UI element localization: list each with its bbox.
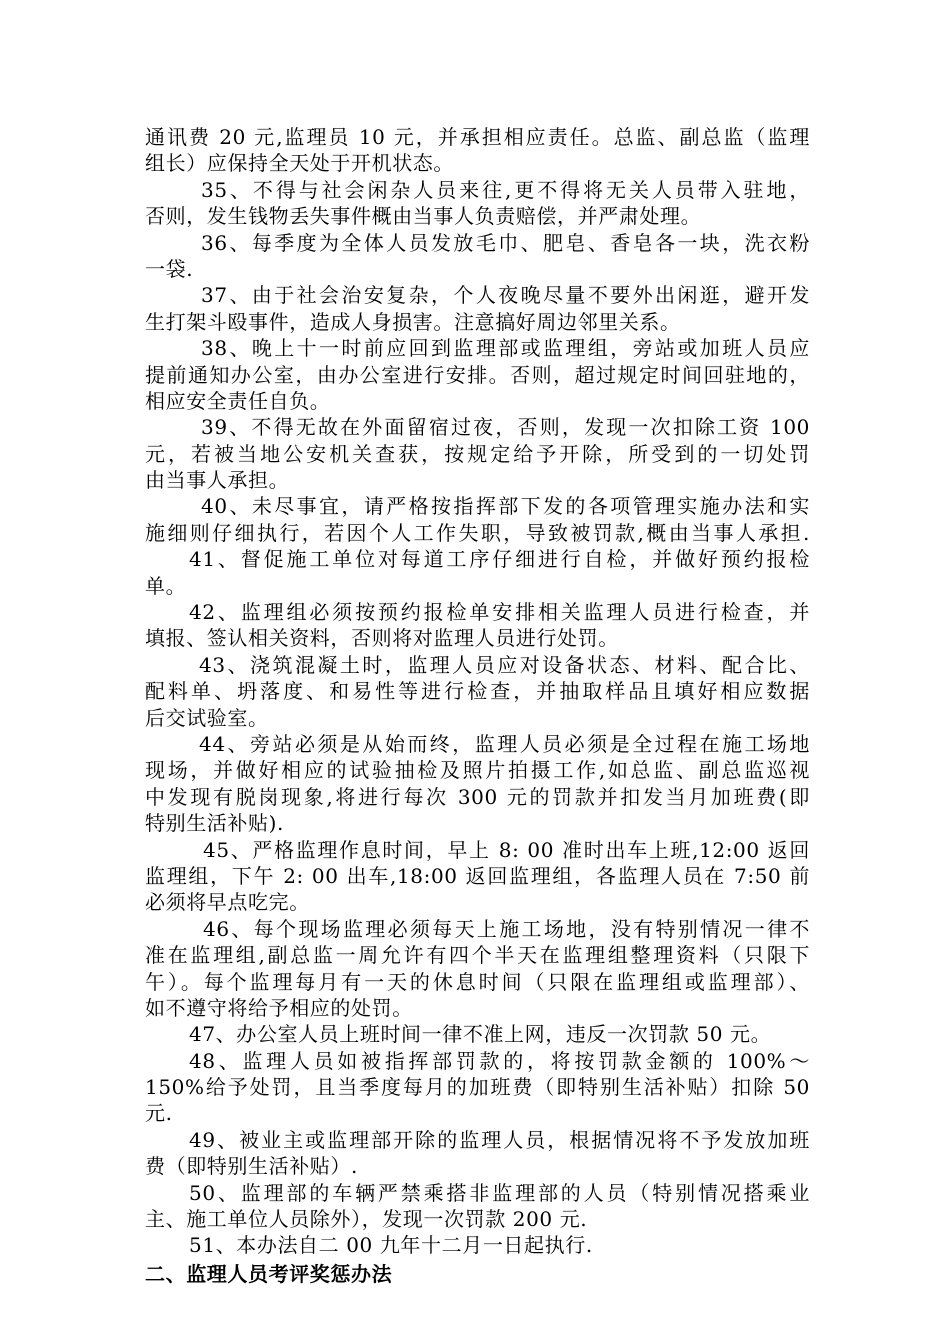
paragraph-line: 51、本办法自二 00 九年十二月一日起执行. — [189, 1233, 593, 1258]
paragraph-line: 150%给予处罚，且当季度每月的加班费（即特别生活补贴）扣除 50 — [145, 1075, 810, 1100]
paragraph-line: 相应安全责任自负。 — [145, 388, 331, 413]
paragraph-line: 39、不得无故在外面留宿过夜，否则，发现一次扣除工资 100 — [201, 415, 810, 440]
paragraph-line: 41、督促施工单位对每道工序仔细进行自检，并做好预约报检 — [189, 547, 810, 572]
paragraph-line: 由当事人承担。 — [145, 468, 290, 493]
paragraph-line: 否则，发生钱物丢失事件概由当事人负责赔偿，并严肃处理。 — [145, 204, 702, 229]
paragraph-line: 一袋. — [145, 256, 194, 281]
paragraph-line: 46、每个现场监理必须每天上施工场地，没有特别情况一律不 — [203, 916, 810, 941]
document-page — [145, 124, 810, 1287]
paragraph-line: 现场，并做好相应的试验抽检及照片拍摄工作,如总监、副总监巡视 — [145, 758, 810, 783]
paragraph-line: 必须将早点吃完。 — [145, 890, 310, 915]
paragraph-line: 元，若被当地公安机关查获，按规定给予开除，所受到的一切处罚 — [145, 441, 810, 466]
paragraph-line: 40、未尽事宜，请严格按指挥部下发的各项管理实施办法和实 — [201, 494, 810, 519]
paragraph-line: 48、监理人员如被指挥部罚款的，将按罚款金额的 100%～ — [189, 1048, 810, 1073]
paragraph-line: 49、被业主或监理部开除的监理人员，根据情况将不予发放加班 — [189, 1127, 810, 1152]
paragraph-line: 组长）应保持全天处于开机状态。 — [145, 151, 454, 176]
paragraph-line: 47、办公室人员上班时间一律不准上网，违反一次罚款 50 元。 — [189, 1022, 772, 1047]
paragraph-line: 提前通知办公室，由办公室进行安排。否则，超过规定时间回驻地的， — [145, 362, 810, 387]
paragraph-line: 监理组，下午 2: 00 出车,18:00 返回监理组，各监理人员在 7:50 前 — [145, 863, 810, 888]
paragraph-line: 单。 — [145, 573, 187, 598]
paragraph-line: 元. — [145, 1101, 173, 1126]
paragraph-line: 后交试验室。 — [145, 705, 269, 730]
paragraph-line: 35、不得与社会闲杂人员来往,更不得将无关人员带入驻地， — [201, 177, 810, 202]
paragraph-line: 通讯费 20 元,监理员 10 元，并承担相应责任。总监、副总监（监理 — [145, 125, 810, 149]
paragraph-line: 费（即特别生活补贴）. — [145, 1154, 358, 1179]
paragraph-line: 午）。每个监理每月有一天的休息时间（只限在监理组或监理部）、 — [145, 969, 810, 994]
paragraph-line: 37、由于社会治安复杂，个人夜晚尽量不要外出闲逛，避开发 — [201, 283, 810, 308]
paragraph-line: 主、施工单位人员除外），发现一次罚款 200 元. — [145, 1207, 588, 1232]
paragraph-line: 43、浇筑混凝土时，监理人员应对设备状态、材料、配合比、 — [199, 652, 810, 677]
paragraph-line: 45、严格监理作息时间，早上 8: 00 准时出车上班,12:00 返回 — [203, 837, 810, 862]
paragraph-line: 准在监理组,副总监一周允许有四个半天在监理组整理资料（只限下 — [145, 943, 810, 968]
paragraph-line: 42、监理组必须按预约报检单安排相关监理人员进行检查，并 — [189, 600, 810, 625]
paragraph-line: 中发现有脱岗现象,将进行每次 300 元的罚款并扣发当月加班费(即 — [145, 784, 810, 809]
paragraph-line: 38、晚上十一时前应回到监理部或监理组，旁站或加班人员应 — [201, 336, 810, 361]
paragraph-line: 特别生活补贴). — [145, 811, 284, 836]
paragraph-line: 填报、签认相关资料，否则将对监理人员进行处罚。 — [145, 626, 619, 651]
paragraph-line: 生打架斗殴事件，造成人身损害。注意搞好周边邻里关系。 — [145, 309, 681, 334]
paragraph-line: 36、每季度为全体人员发放毛巾、肥皂、香皂各一块，洗衣粉 — [201, 230, 810, 255]
paragraph-line: 配料单、坍落度、和易性等进行检查，并抽取样品且填好相应数据 — [145, 679, 810, 704]
section-heading: 二、监理人员考评奖惩办法 — [145, 1261, 393, 1286]
paragraph-line: 如不遵守将给予相应的处罚。 — [145, 995, 413, 1020]
paragraph-line: 50、监理部的车辆严禁乘搭非监理部的人员（特别情况搭乘业 — [189, 1180, 810, 1205]
paragraph-line: 44、旁站必须是从始而终，监理人员必须是全过程在施工场地 — [199, 731, 810, 756]
paragraph-line: 施细则仔细执行，若因个人工作失职，导致被罚款,概由当事人承担. — [145, 520, 810, 545]
